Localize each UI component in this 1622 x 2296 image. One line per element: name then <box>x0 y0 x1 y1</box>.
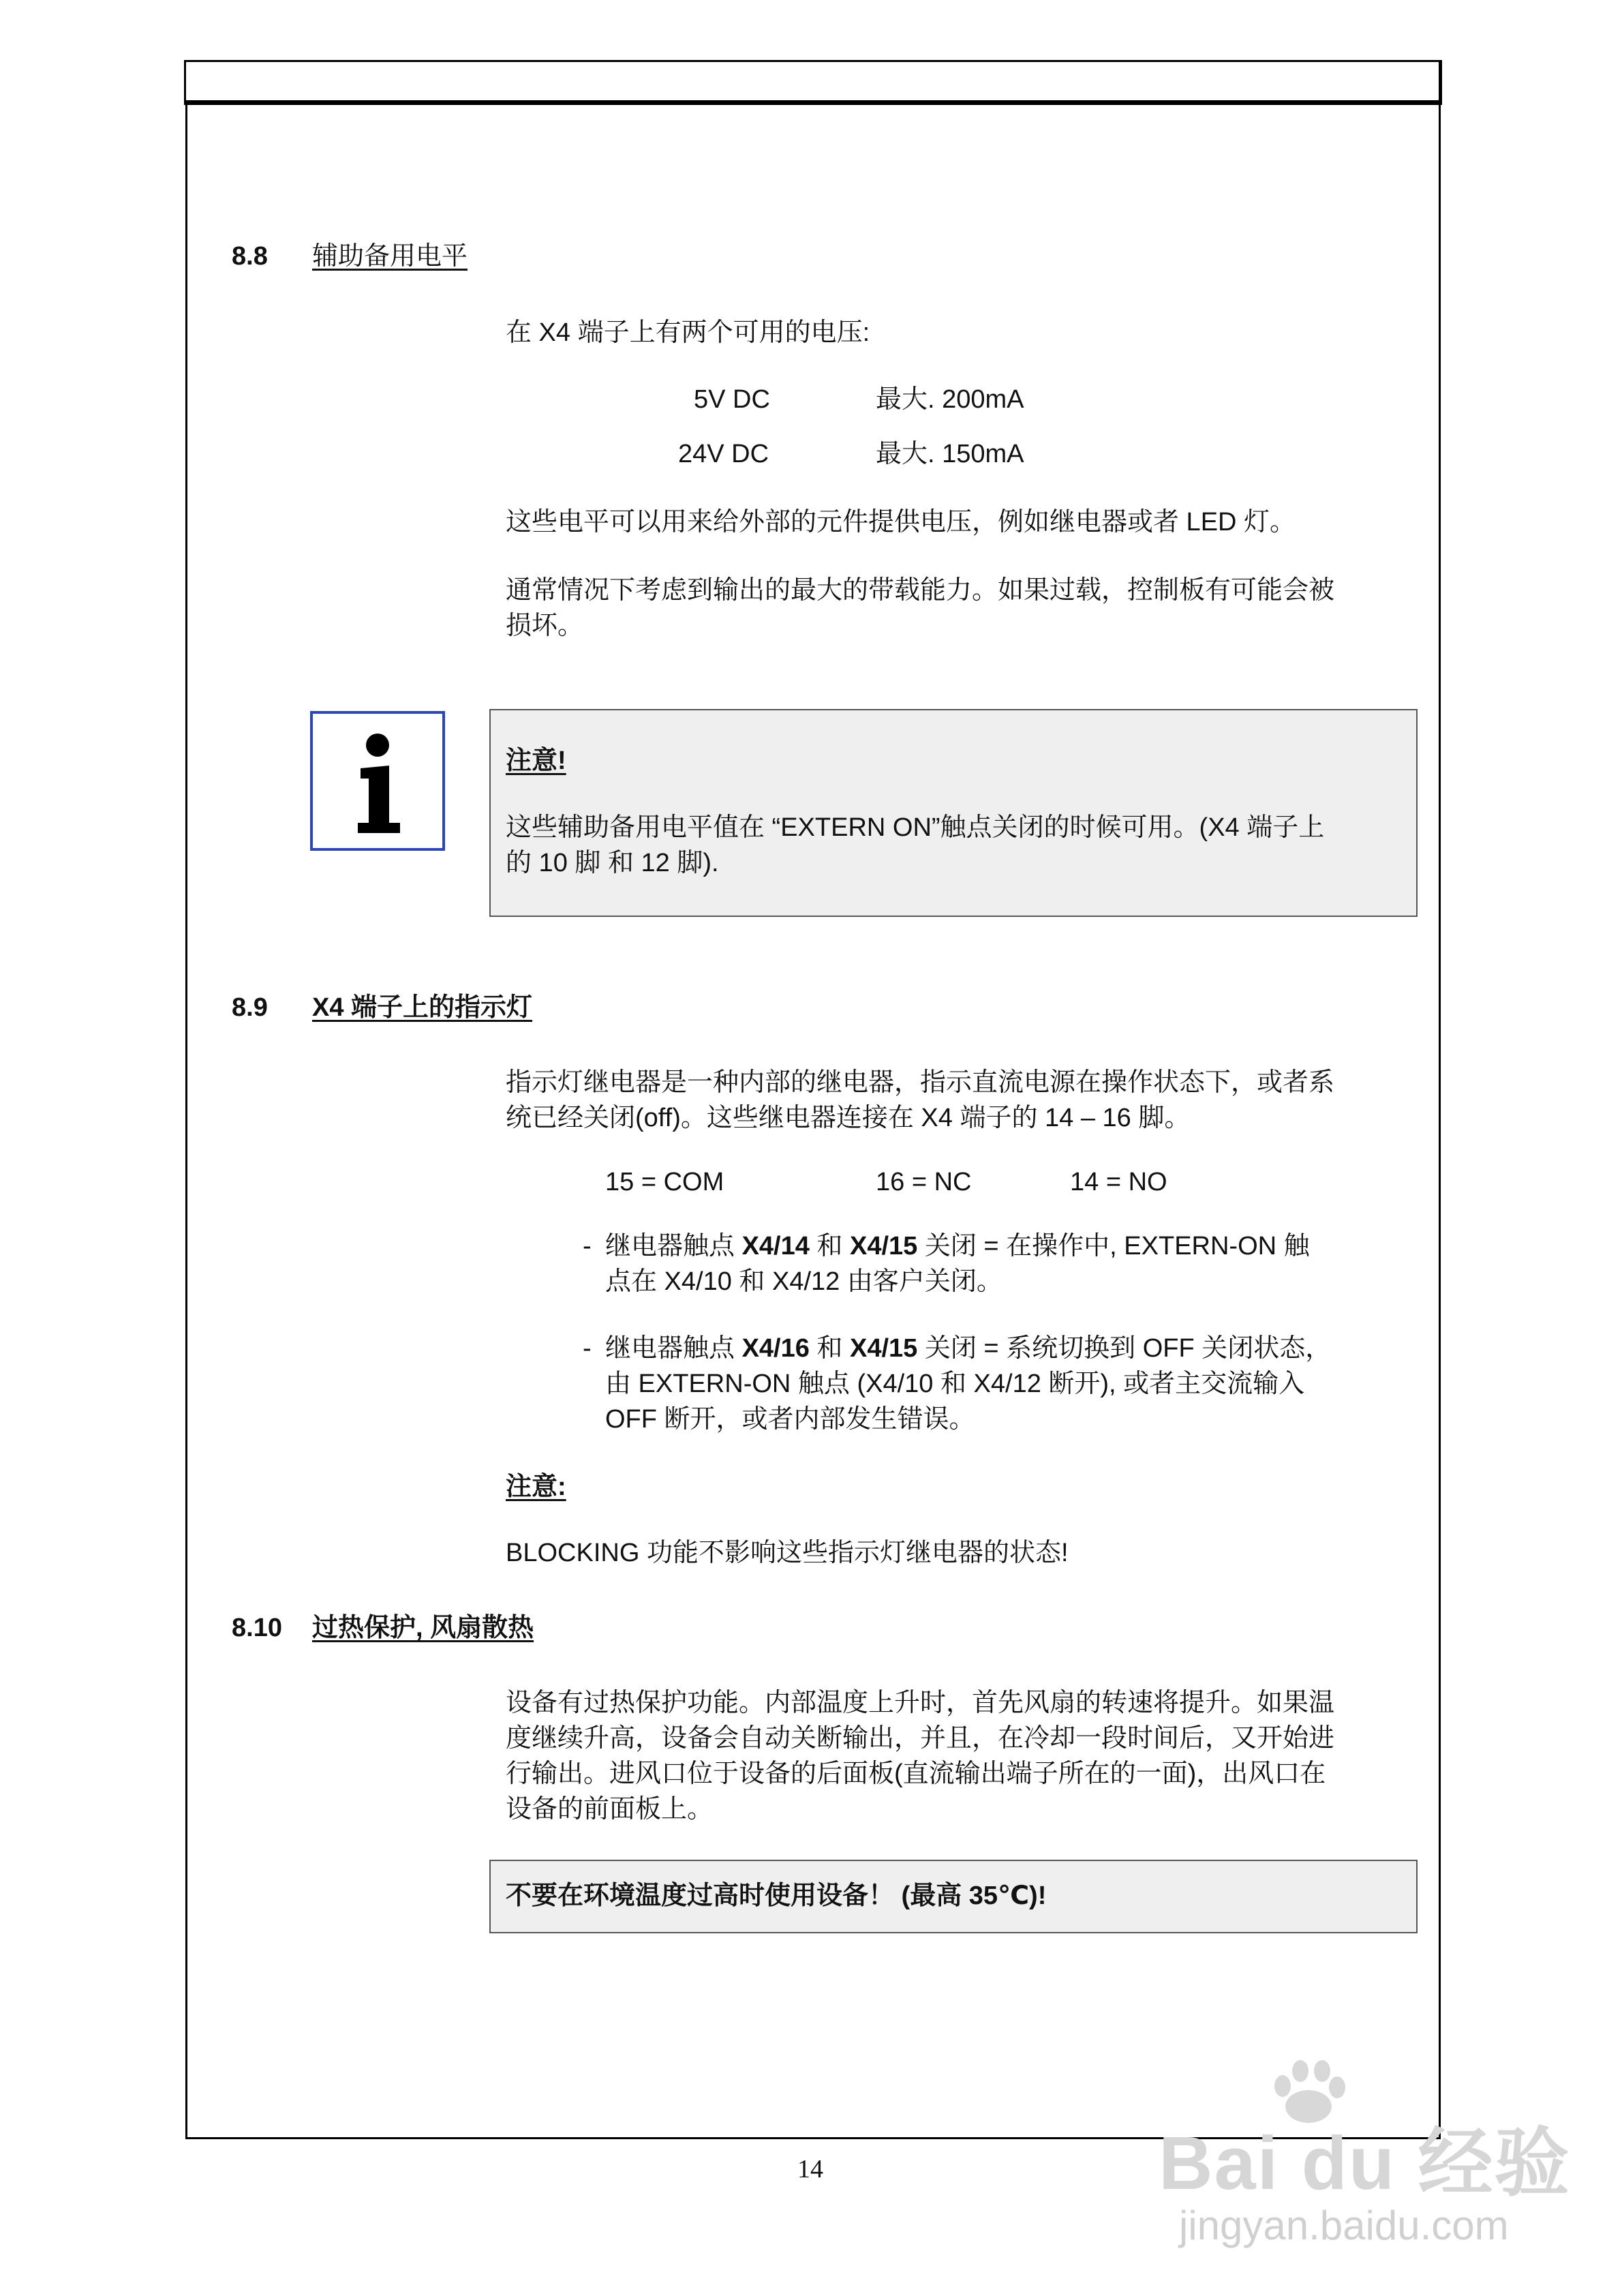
section-8-9-number: 8.9 <box>232 993 268 1022</box>
s89-note-text: BLOCKING 功能不影响这些指示灯继电器的状态! <box>506 1539 1069 1567</box>
warning-text: 不要在环境温度过高时使用设备！ (最高 35℃)! <box>506 1882 1047 1910</box>
voltage-24v-max: 最大. 150mA <box>876 440 1024 468</box>
voltage-5v: 5V DC <box>694 385 770 414</box>
s810-line-4: 设备的前面板上。 <box>506 1795 714 1824</box>
watermark-brand: Bai du 经验 <box>1159 2121 1571 2205</box>
note-1-title: 注意! <box>506 746 566 775</box>
s88-paragraph-1: 这些电平可以用来给外部的元件提供电压，例如继电器或者 LED 灯。 <box>506 508 1296 537</box>
section-8-10-title: 过热保护, 风扇散热 <box>312 1614 534 1642</box>
watermark-url: jingyan.baidu.com <box>1179 2203 1509 2248</box>
info-icon <box>310 711 445 851</box>
pin-com: 15 = COM <box>605 1168 724 1196</box>
s810-line-2: 度继续升高，设备会自动关断输出，并且，在冷却一段时间后，又开始进 <box>506 1724 1335 1753</box>
s89-paragraph-line-1: 指示灯继电器是一种内部的继电器，指示直流电源在操作状态下，或者系 <box>506 1068 1335 1097</box>
s88-paragraph-2-line-1: 通常情况下考虑到输出的最大的带载能力。如果过载，控制板有可能会被 <box>506 576 1335 605</box>
s89-paragraph-line-2: 统已经关闭(off)。这些继电器连接在 X4 端子的 14 – 16 脚。 <box>506 1104 1191 1132</box>
bullet-2-line-3: OFF 断开，或者内部发生错误。 <box>605 1405 975 1434</box>
s88-intro: 在 X4 端子上有两个可用的电压: <box>506 318 870 347</box>
page-header-bar <box>184 60 1442 105</box>
page-number: 14 <box>797 2155 823 2184</box>
section-8-8-number: 8.8 <box>232 242 268 271</box>
pin-nc: 16 = NC <box>876 1168 972 1196</box>
pin-no: 14 = NO <box>1070 1168 1167 1196</box>
section-8-8-title: 辅助备用电平 <box>312 242 468 271</box>
section-8-10-number: 8.10 <box>232 1614 282 1642</box>
bullet-1-line-2: 点在 X4/10 和 X4/12 由客户关闭。 <box>605 1267 1003 1296</box>
voltage-5v-max: 最大. 200mA <box>876 385 1024 414</box>
s810-line-1: 设备有过热保护功能。内部温度上升时，首先风扇的转速将提升。如果温 <box>506 1689 1335 1717</box>
note-1-line-2: 的 10 脚 和 12 脚). <box>506 849 719 877</box>
s810-line-3: 行输出。进风口位于设备的后面板(直流输出端子所在的一面)，出风口在 <box>506 1759 1326 1788</box>
bullet-2-dash: - <box>583 1334 592 1363</box>
note-1-line-1: 这些辅助备用电平值在 “EXTERN ON”触点关闭的时候可用。(X4 端子上 <box>506 813 1325 842</box>
section-8-9-title: X4 端子上的指示灯 <box>312 993 533 1022</box>
bullet-2-line-2: 由 EXTERN-ON 触点 (X4/10 和 X4/12 断开), 或者主交流输入 <box>605 1370 1305 1398</box>
bullet-1-line-1: 继电器触点 X4/14 和 X4/15 关闭 = 在操作中, EXTERN-ON 触 <box>605 1232 1310 1260</box>
s88-paragraph-2-line-2: 损坏。 <box>506 611 584 640</box>
bullet-1-dash: - <box>583 1232 592 1260</box>
voltage-24v: 24V DC <box>678 440 769 468</box>
bullet-2-line-1: 继电器触点 X4/16 和 X4/15 关闭 = 系统切换到 OFF 关闭状态， <box>605 1334 1332 1363</box>
s89-note-title: 注意: <box>506 1472 566 1501</box>
